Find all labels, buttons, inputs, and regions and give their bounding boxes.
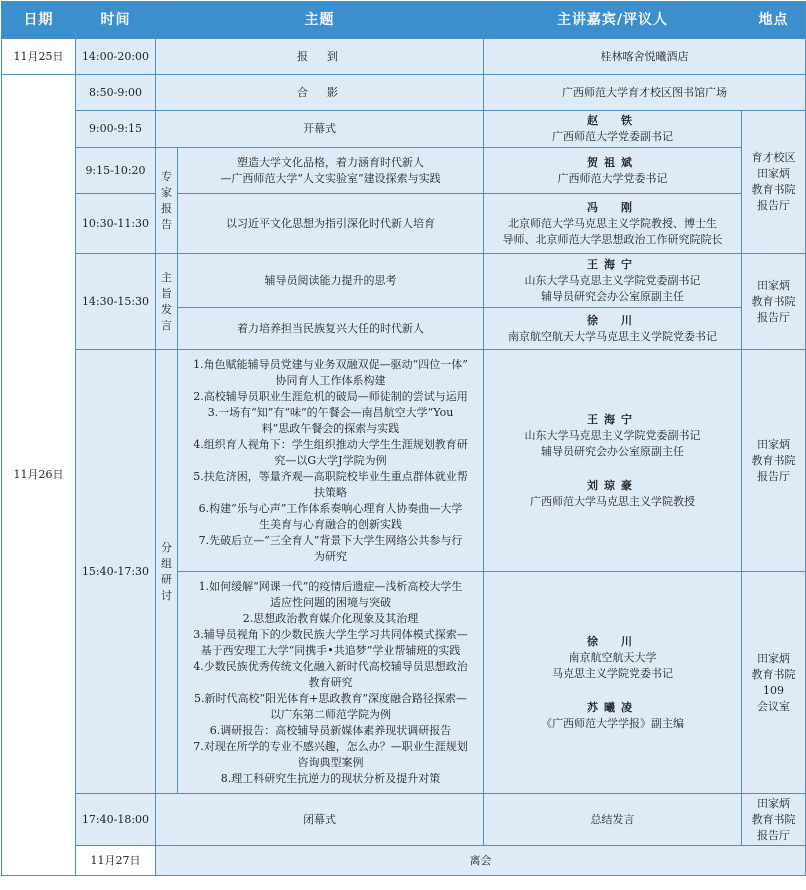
list-item: 5.新时代高校“阳光体育+思政教育”深度融合路径探索— [194, 691, 467, 705]
speaker-name: 贺祖斌 [587, 155, 638, 169]
speaker-affiliation: 马克思主义学院党委书记 [552, 666, 673, 680]
venue-line: 田家炳 [757, 437, 790, 451]
list-item: 生美育与心育融合的创新实践 [259, 517, 402, 531]
venue-line: 教育书院 [751, 183, 796, 196]
venue-line: 109 [763, 683, 784, 697]
table-row [2, 111, 806, 148]
header-venue: 地点 [742, 2, 806, 39]
topic-cell [156, 75, 484, 111]
venue-line: 会议室 [757, 699, 790, 713]
list-item: 究—以G大学J学院为例 [274, 453, 387, 467]
speaker-cell [484, 111, 742, 148]
speaker-affiliation: 山东大学马克思主义学院党委副书记 [524, 428, 701, 442]
time-cell: 14:30-15:30 [76, 254, 156, 350]
speaker-cell [484, 148, 742, 194]
list-item: 7.先破后立—“三全育人”背景下大学生网络公共参与行 [198, 533, 463, 547]
topic-cell: 着力培养担当民族复兴大任的时代新人 [178, 308, 484, 350]
list-item: 1.如何缓解“网课一代”的疫情后遗症—浅析高校大学生 [198, 579, 463, 593]
topic-line: 塑造大学文化品格，着力涵育时代新人 [237, 155, 424, 169]
venue-line: 教育书院 [751, 812, 796, 826]
session-label: 主旨发言 [161, 270, 172, 332]
venue-line: 田家炳 [757, 651, 790, 665]
speaker-name: 徐 川 [587, 634, 638, 648]
venue-line: 报告厅 [757, 310, 790, 324]
table-row [2, 148, 806, 194]
table-row [2, 794, 806, 846]
venue-line: 田家炳 [757, 796, 790, 810]
header-date: 日期 [2, 2, 76, 39]
table-row [2, 846, 806, 876]
session-label-cell [156, 350, 178, 794]
topic-cell: 闭幕式 [156, 794, 484, 846]
speaker-name: 刘琼豪 [587, 478, 638, 492]
schedule-table [1, 1, 806, 876]
speaker-cell [484, 194, 742, 254]
list-item: 协同育人工作体系构建 [275, 373, 386, 387]
table-row [2, 254, 806, 308]
topic-cell: 以习近平文化思想为指引深化时代新人培育 [178, 194, 484, 254]
header-time: 时间 [76, 2, 156, 39]
list-item: 6.构建“乐与心声”工作体系奏响心理育人协奏曲—大学 [198, 501, 463, 515]
venue-line: 报告厅 [757, 469, 790, 483]
date-cell: 11月27日 [76, 846, 156, 876]
venue-line: 教育书院 [751, 294, 796, 308]
list-item: 8.理工科研究生抗逆力的现状分析及提升对策 [220, 771, 441, 785]
topic-cell: 开幕式 [156, 111, 484, 148]
time-cell: 14:00-20:00 [76, 39, 156, 75]
venue-line: 教育书院 [751, 667, 796, 681]
topic-text: 报 到 [297, 49, 342, 63]
list-item: 以广东第二师范学院为例 [270, 707, 391, 721]
speaker-cell [484, 308, 742, 350]
header-topic: 主题 [156, 2, 484, 39]
venue-cell [742, 572, 806, 794]
list-item: 为研究 [314, 549, 347, 563]
list-item: 4.少数民族优秀传统文化融入新时代高校辅导员思想政治 [193, 659, 468, 673]
venue-cell [742, 111, 806, 254]
header-row [2, 2, 806, 39]
session-label: 分组研讨 [161, 540, 172, 602]
time-cell: 8:50-9:00 [76, 75, 156, 111]
table-row [2, 194, 806, 254]
list-item: 料”思政午餐会的探索与实践 [261, 421, 400, 435]
speaker-cell: 总结发言 [484, 794, 742, 846]
speaker-affiliation: 南京航空航天大学 [568, 650, 657, 664]
speaker-cell [484, 254, 742, 308]
speaker-affiliation: 辅导员研究会办公室原副主任 [541, 444, 684, 458]
speaker-cell [484, 572, 742, 794]
speaker-name: 赵 铁 [587, 114, 638, 127]
list-item: 2.高校辅导员职业生涯危机的破局—师徒制的尝试与运用 [193, 389, 468, 403]
venue-cell [742, 254, 806, 350]
speaker-affiliation: 导师、北京师范大学思想政治工作研究院院长 [502, 232, 723, 246]
venue-line: 田家炳 [757, 167, 790, 180]
topic-text: 合 影 [297, 85, 342, 99]
venue-line: 报告厅 [757, 828, 790, 842]
date-cell: 11月26日 [2, 75, 76, 876]
speaker-affiliation: 广西师范大学党委书记 [557, 171, 668, 185]
venue-line: 田家炳 [757, 278, 790, 292]
list-item: 扶策略 [314, 485, 347, 499]
list-item: 3.一场有“知”有“味”的午餐会—南昌航空大学“You [207, 405, 454, 419]
topic-list-cell [178, 350, 484, 572]
speaker-cell: 广西师范大学育才校区图书馆广场 [484, 75, 806, 111]
table-row [2, 350, 806, 572]
speaker-affiliation: 广西师范大学党委副书记 [552, 130, 673, 143]
session-label-cell [156, 148, 178, 254]
venue-cell [742, 794, 806, 846]
session-label-cell [156, 254, 178, 350]
speaker-affiliation: 广西师范大学马克思主义学院教授 [530, 494, 695, 508]
time-cell: 10:30-11:30 [76, 194, 156, 254]
topic-cell: 离会 [156, 846, 806, 876]
list-item: 适应性问题的困境与突破 [270, 595, 391, 609]
speaker-affiliation: 北京师范大学马克思主义学院教授、博士生 [508, 216, 717, 230]
list-item: 2.思想政治教育媒介化现象及其治理 [242, 611, 419, 625]
topic-list-cell [178, 572, 484, 794]
speaker-name: 王海宁 [587, 412, 638, 426]
list-item: 基于西安理工大学“同携手•共追梦”学业帮辅班的实践 [200, 643, 461, 657]
list-item: 咨询典型案例 [297, 755, 364, 769]
list-item: 6.调研报告：高校辅导员新媒体素养现状调研报告 [209, 723, 452, 737]
speaker-name: 徐 川 [587, 313, 638, 327]
list-item: 4.组织育人视角下：学生组织推动大学生生涯规划教育研 [193, 437, 468, 451]
time-cell: 9:00-9:15 [76, 111, 156, 148]
time-cell: 17:40-18:00 [76, 794, 156, 846]
list-item: 1.角色赋能辅导员党建与业务双融双促—驱动“四位一体” [193, 357, 468, 371]
topic-cell [178, 148, 484, 194]
time-cell: 9:15-10:20 [76, 148, 156, 194]
venue-line: 育才校区 [751, 151, 796, 164]
speaker-name: 苏曦凌 [587, 700, 638, 714]
speaker-affiliation: 辅导员研究会办公室原副主任 [541, 289, 684, 303]
topic-cell [156, 39, 484, 75]
venue-cell [742, 350, 806, 572]
time-cell: 15:40-17:30 [76, 350, 156, 794]
speaker-affiliation: 山东大学马克思主义学院党委副书记 [524, 273, 701, 287]
table-row [2, 39, 806, 75]
speaker-cell: 桂林喀舍悦曦酒店 [484, 39, 806, 75]
speaker-name: 冯 刚 [587, 200, 638, 214]
speaker-name: 王海宁 [587, 257, 638, 271]
topic-line: —广西师范大学“人文实验室”建设探索与实践 [220, 171, 441, 185]
date-cell: 11月25日 [2, 39, 76, 75]
session-label: 专家报告 [161, 169, 172, 231]
venue-line: 教育书院 [751, 453, 796, 467]
list-item: 教育研究 [308, 675, 353, 689]
header-speaker: 主讲嘉宾/评议人 [484, 2, 742, 39]
list-item: 5.扶危济困，等量齐观—高职院校毕业生重点群体就业帮 [193, 469, 468, 483]
list-item: 3.辅导员视角下的少数民族大学生学习共同体模式探索— [193, 627, 468, 641]
table-row [2, 75, 806, 111]
speaker-affiliation: 南京航空航天大学马克思主义学院党委书记 [508, 329, 717, 343]
speaker-affiliation: 《广西师范大学学报》副主编 [541, 716, 684, 730]
speaker-cell [484, 350, 742, 572]
topic-cell: 辅导员阅读能力提升的思考 [178, 254, 484, 308]
list-item: 7.对现在所学的专业不感兴趣，怎么办？—职业生涯规划 [193, 739, 468, 753]
venue-line: 报告厅 [757, 199, 790, 212]
